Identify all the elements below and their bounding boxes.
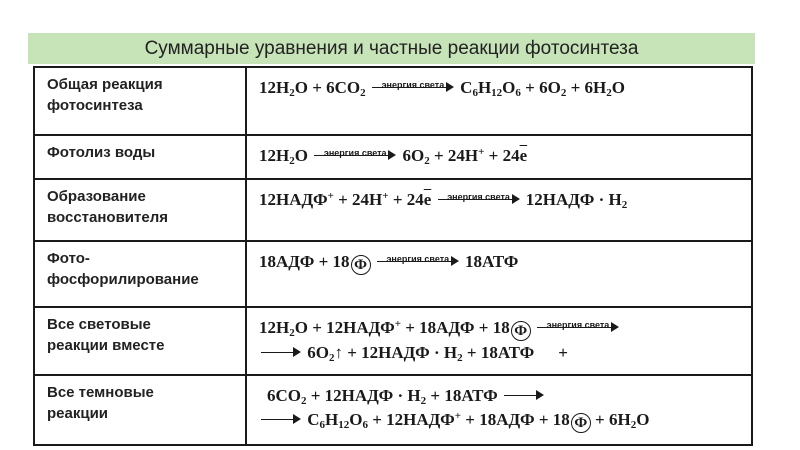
equation xyxy=(246,241,752,307)
equation-line xyxy=(259,408,751,433)
eq-sub: 12 xyxy=(491,87,503,99)
equation-line xyxy=(259,384,751,408)
eq-sub: 2 xyxy=(621,199,628,211)
eq-sub: 6 xyxy=(472,87,478,99)
electron-symbol: $\overline{e}$ xyxy=(519,146,528,165)
equation-line xyxy=(259,341,751,365)
eq-sub: 2 xyxy=(301,395,307,407)
eq-term: + 24H xyxy=(429,146,479,165)
reaction-arrow-icon xyxy=(438,192,520,206)
row-label xyxy=(34,67,246,135)
equation-line xyxy=(259,250,751,275)
eq-term: + 18АДФ + 18 xyxy=(401,318,510,337)
equation xyxy=(246,67,752,135)
row-label-text: Фотолиз воды xyxy=(47,144,156,161)
table-row xyxy=(34,307,752,375)
eq-sub: 12 xyxy=(338,419,350,431)
eq-term: + 12НАДФ xyxy=(368,410,455,429)
table-row xyxy=(34,375,752,445)
eq-sub: 6 xyxy=(319,419,326,431)
eq-sup: + xyxy=(394,318,401,330)
equation xyxy=(246,135,752,179)
eq-term: C xyxy=(460,78,473,97)
eq-sub: 6 xyxy=(362,419,368,431)
equation-line xyxy=(259,316,751,341)
eq-sub: 2 xyxy=(630,419,637,431)
reaction-arrow-icon xyxy=(261,345,301,359)
row-label-line: реакции xyxy=(47,405,109,422)
arrow-label: энергия света xyxy=(323,148,387,158)
eq-term: H xyxy=(477,78,492,97)
row-label-line: Фото- xyxy=(47,250,90,267)
table-title: Суммарные уравнения и частные реакции фотосинтеза xyxy=(28,33,755,64)
eq-term: 12НАДФ · H xyxy=(525,190,622,209)
reaction-arrow-icon xyxy=(537,320,619,334)
eq-sub: 2 xyxy=(289,87,295,99)
phosphate-circle-icon: Ф xyxy=(511,321,531,341)
eq-term: 12H xyxy=(259,78,290,97)
row-label xyxy=(34,179,246,241)
eq-term: ↑ + 12НАДФ · H xyxy=(334,343,458,362)
eq-sup: + xyxy=(478,146,485,158)
reaction-arrow-icon xyxy=(504,388,544,402)
eq-sub: 2 xyxy=(289,327,295,339)
row-label-text: Образование восстановителя xyxy=(47,188,168,226)
eq-term: 6O xyxy=(402,146,425,165)
table-row xyxy=(34,135,752,179)
reaction-arrow-icon xyxy=(261,412,301,426)
equation-line xyxy=(259,188,751,212)
row-label-text: Общая реакция фотосинтеза xyxy=(47,76,163,114)
equation xyxy=(246,307,752,375)
eq-term: + 24 xyxy=(484,146,520,165)
eq-sub: 2 xyxy=(420,395,427,407)
arrow-label: энергия света xyxy=(546,320,610,330)
reactions-table xyxy=(33,66,753,446)
eq-sub: 2 xyxy=(606,87,612,99)
table-row xyxy=(34,241,752,307)
eq-term: O xyxy=(502,78,516,97)
eq-sub: 2 xyxy=(328,352,335,364)
eq-term: O xyxy=(294,146,308,165)
eq-term: 6O xyxy=(307,343,329,362)
reaction-arrow-icon xyxy=(314,148,396,162)
eq-sup: + xyxy=(382,190,389,202)
eq-term: 12НАДФ xyxy=(259,190,328,209)
eq-term: O xyxy=(349,410,363,429)
row-label xyxy=(34,241,246,307)
eq-sup: + xyxy=(327,190,334,202)
row-label xyxy=(34,135,246,179)
equation-line xyxy=(259,76,751,100)
eq-term: + 6H xyxy=(590,410,631,429)
eq-sub: 2 xyxy=(424,155,430,167)
eq-term: + 6O xyxy=(520,78,561,97)
eq-term: O xyxy=(636,410,650,429)
eq-term: + 18АТФ xyxy=(462,343,535,362)
eq-sub: 6 xyxy=(515,87,521,99)
eq-term: + xyxy=(558,343,568,362)
arrow-label: энергия света xyxy=(381,80,445,90)
reaction-arrow-icon xyxy=(377,254,459,268)
phosphate-circle-icon: Ф xyxy=(351,255,371,275)
row-label-line: Все темновые xyxy=(47,384,154,401)
eq-term: + 24H xyxy=(333,190,383,209)
eq-term: 18АТФ xyxy=(465,252,519,271)
eq-term: O + 12НАДФ xyxy=(294,318,395,337)
eq-term: + 24 xyxy=(388,190,424,209)
eq-term: + 6H xyxy=(566,78,607,97)
eq-sub: 2 xyxy=(289,155,295,167)
phosphate-circle-icon: Ф xyxy=(571,413,591,433)
eq-term: O xyxy=(611,78,625,97)
eq-term: C xyxy=(307,410,320,429)
row-label xyxy=(34,307,246,375)
eq-sup: + xyxy=(454,410,462,422)
electron-symbol: $\overline{e}$ xyxy=(423,190,432,209)
eq-term: + 12НАДФ · H xyxy=(306,386,421,405)
arrow-label: энергия света xyxy=(447,192,510,202)
eq-term: 18АДФ + 18 xyxy=(259,252,350,271)
row-label-line: реакции вместе xyxy=(47,337,165,354)
row-label-line: Все световые xyxy=(47,316,151,333)
equation xyxy=(246,375,752,445)
eq-term: O + 6CO xyxy=(294,78,361,97)
eq-term: + 18АТФ xyxy=(426,386,498,405)
eq-sub: 2 xyxy=(360,87,366,99)
row-label-line: фосфорилирование xyxy=(47,271,199,288)
arrow-label: энергия света xyxy=(386,254,450,264)
table-row xyxy=(34,179,752,241)
row-label xyxy=(34,375,246,445)
eq-term: H xyxy=(325,410,339,429)
eq-term: 6CO xyxy=(267,386,301,405)
eq-term: 12H xyxy=(259,318,290,337)
table-row xyxy=(34,67,752,135)
eq-term: 12H xyxy=(259,146,290,165)
eq-sub: 2 xyxy=(560,87,567,99)
equation-line xyxy=(259,144,751,168)
eq-term: + 18АДФ + 18 xyxy=(461,410,570,429)
equation xyxy=(246,179,752,241)
reaction-arrow-icon xyxy=(372,80,454,94)
eq-sub: 2 xyxy=(457,352,463,364)
